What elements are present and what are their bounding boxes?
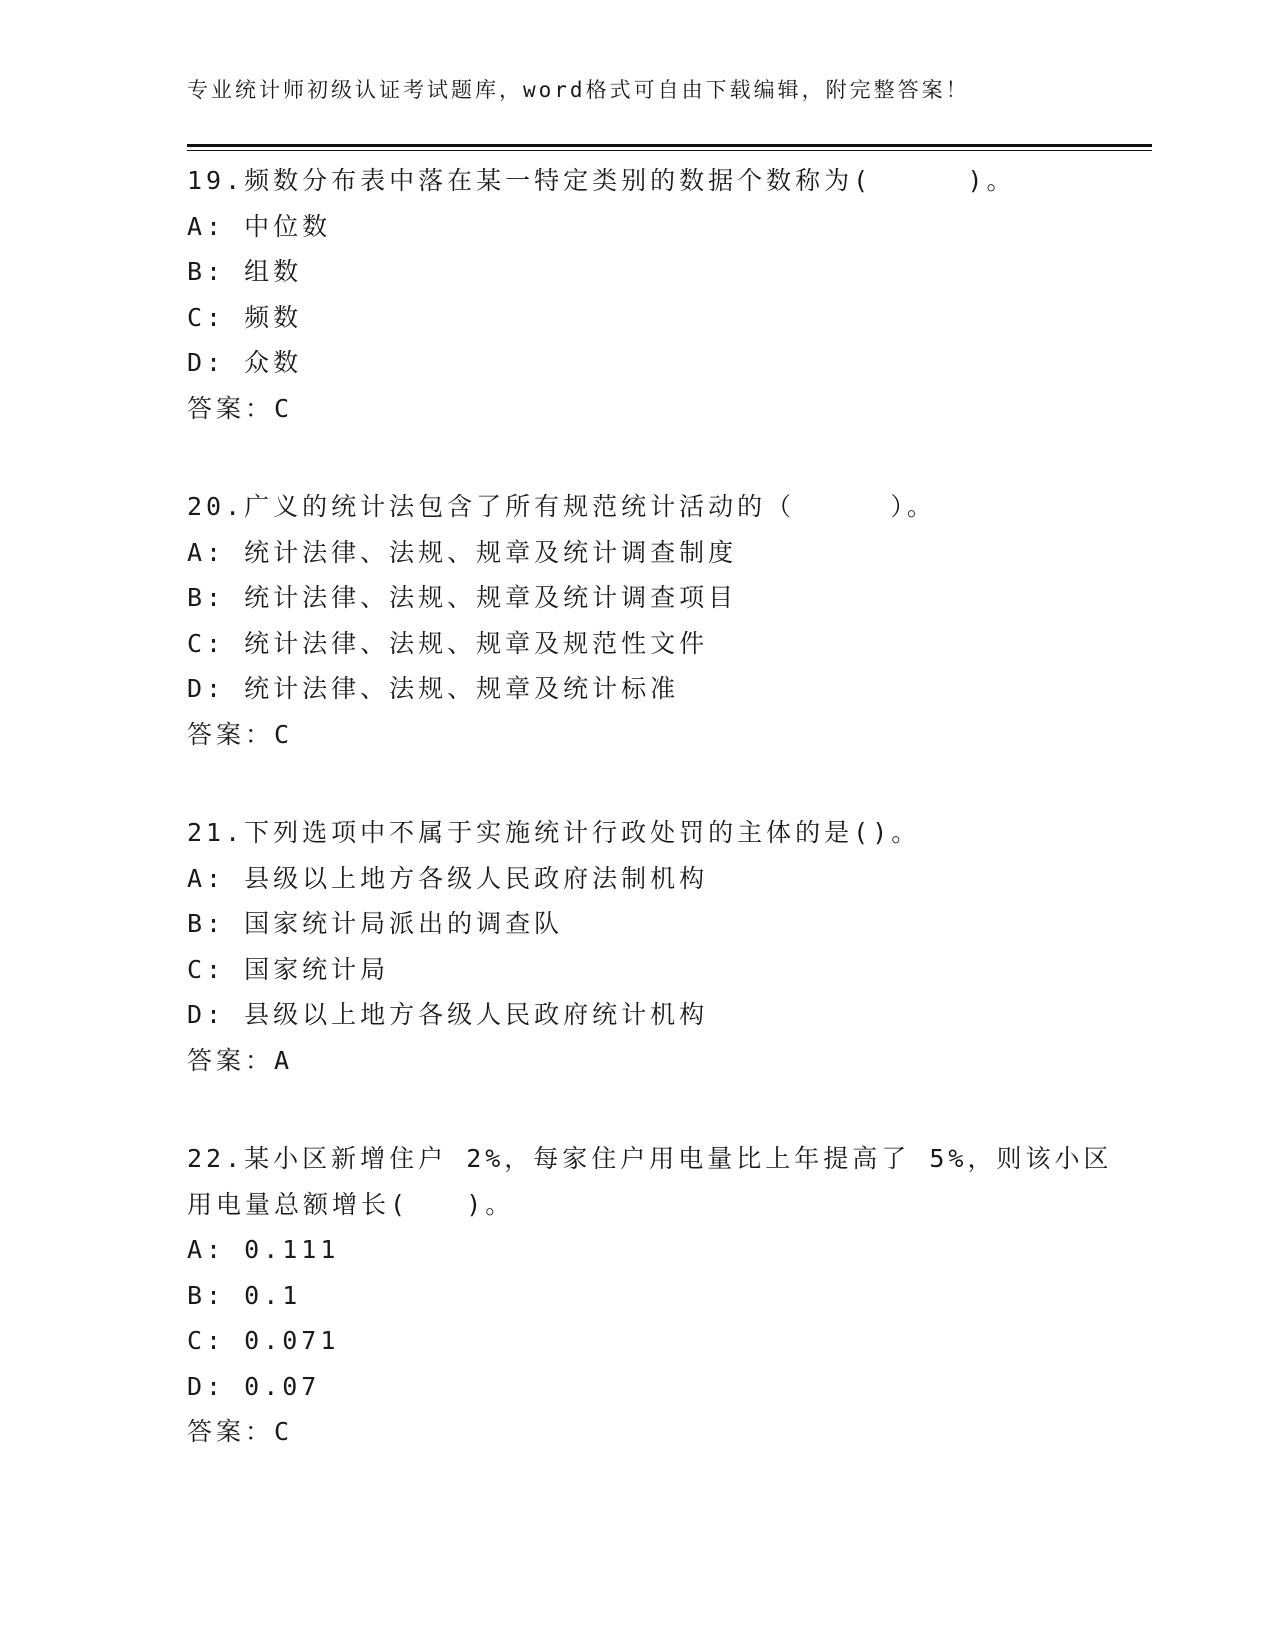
- question-stem-line-2: 用电量总额增长( )。: [187, 1189, 515, 1219]
- option-b: B: 组数: [187, 257, 303, 286]
- question-20: [187, 484, 1087, 757]
- header-rule-thin: [187, 150, 1152, 151]
- answer-line: 答案：C: [187, 1417, 294, 1446]
- option-a: A: 中位数: [187, 211, 332, 241]
- option-a: A: 统计法律、法规、规章及统计调查制度: [187, 537, 738, 567]
- question-stem: 21.下列选项中不属于实施统计行政处罚的主体的是()。: [187, 818, 921, 847]
- option-d: D: 众数: [187, 348, 303, 377]
- option-a: A: 县级以上地方各级人民政府法制机构: [187, 863, 709, 893]
- option-b: B: 国家统计局派出的调查队: [187, 909, 564, 938]
- option-b: B: 0.1: [187, 1280, 302, 1310]
- option-c: C: 国家统计局: [187, 954, 390, 984]
- option-d: D: 统计法律、法规、规章及统计标准: [187, 674, 680, 703]
- answer-line: 答案：C: [187, 719, 294, 749]
- question-stem: 19.频数分布表中落在某一特定类别的数据个数称为( )。: [187, 166, 1016, 195]
- question-stem-line-1: 22.某小区新增住户 2%，每家住户用电量比上年提高了 5%，则该小区: [187, 1144, 1113, 1173]
- answer-line: 答案：A: [187, 1045, 294, 1075]
- option-c: C: 0.071: [187, 1326, 340, 1355]
- document-header: 专业统计师初级认证考试题库，word格式可自由下载编辑，附完整答案！: [187, 78, 970, 102]
- option-d: D: 县级以上地方各级人民政府统计机构: [187, 1000, 709, 1029]
- answer-line: 答案：C: [187, 393, 294, 423]
- option-d: D: 0.07: [187, 1371, 321, 1401]
- question-stem: 20.广义的统计法包含了所有规范统计活动的（ ）。: [187, 492, 936, 521]
- header-rule-thick: [187, 144, 1152, 147]
- question-19: [187, 158, 1087, 431]
- option-b: B: 统计法律、法规、规章及统计调查项目: [187, 583, 738, 612]
- option-c: C: 频数: [187, 302, 303, 332]
- option-a: A: 0.111: [187, 1235, 340, 1264]
- question-list: [187, 158, 1113, 1508]
- question-21: [187, 810, 1087, 1083]
- option-c: C: 统计法律、法规、规章及规范性文件: [187, 628, 709, 658]
- question-22: [187, 1136, 1113, 1455]
